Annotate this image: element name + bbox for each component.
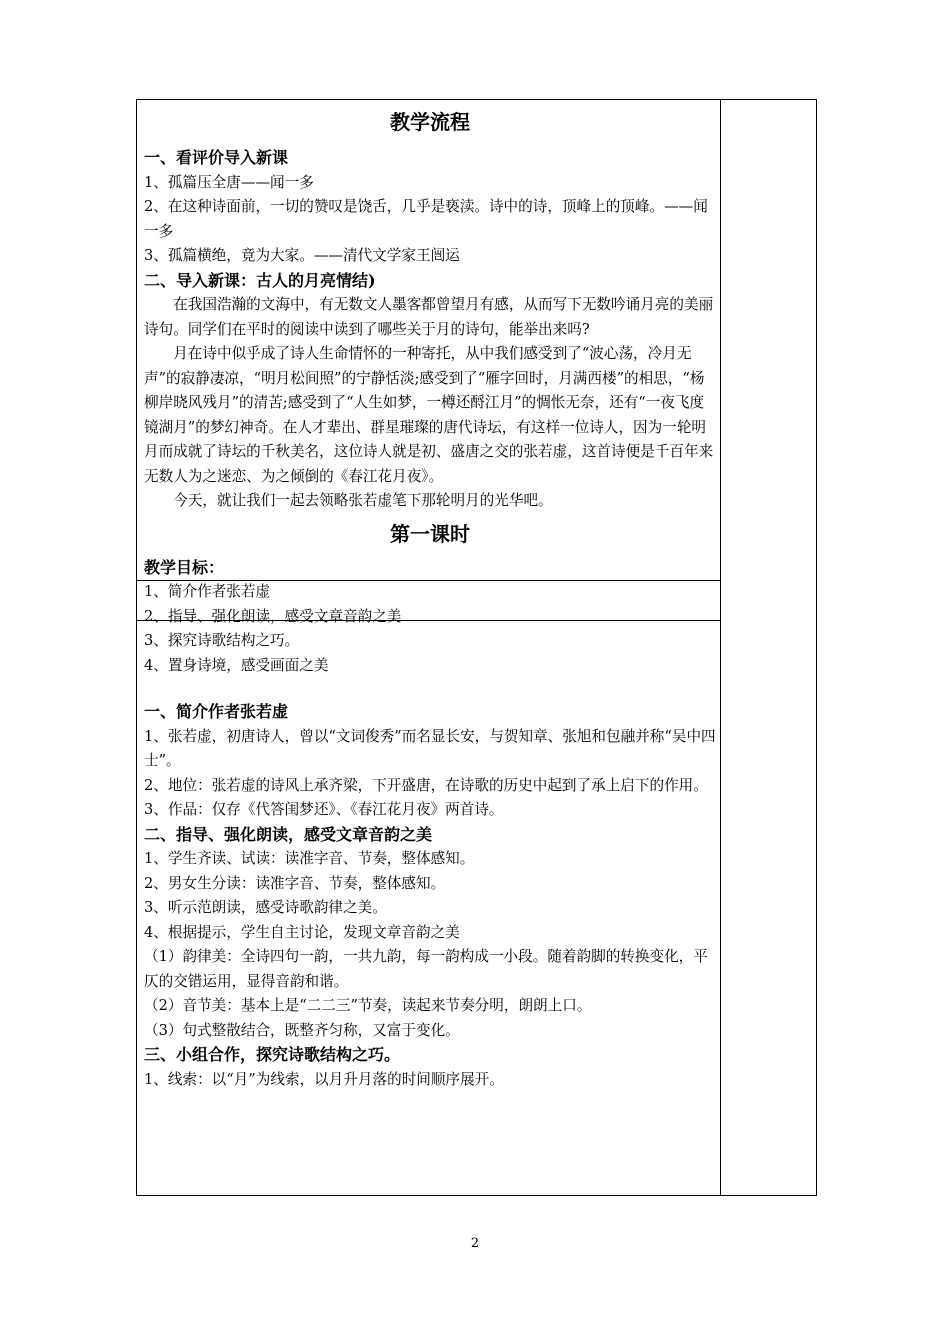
part2-line: 3、听示范朗读，感受诗歌韵律之美。 xyxy=(144,899,387,916)
section1-line: 1、孤篇压全唐——闻一多 xyxy=(144,173,314,191)
section2-paragraph: 在我国浩瀚的文海中，有无数文人墨客都曾望月有感，从而写下无数吟诵月亮的美丽诗句。同学们在平时的阅读中读到了哪些关于月的诗句，能举出来吗? xyxy=(144,296,714,338)
main-content xyxy=(144,100,716,1092)
part2-line: 1、学生齐读、试读：读准字音、节奏，整体感知。 xyxy=(144,850,475,867)
section2-paragraph: 月在诗中似乎成了诗人生命情怀的一种寄托，从中我们感受到了“波心荡，冷月无声”的寂静凄凉，“明月松间照”的宁静恬淡;感受到了“雁字回时，月满西楼”的相思，“杨柳岸晓风残月”的清苦;感受到了“人生如梦，一樽还酹江月”的惆怅无奈，还有“一夜飞度镜湖月”的梦幻神奇。在人才辈出、群星璀璨的唐代诗坛，有这样一位诗人，因为一轮明月而成就了诗坛的千秋美名，这位诗人就是初、盛唐之交的张若虚，这首诗便是千百年来无数人为之迷恋、为之倾倒的《春江花月夜》。 xyxy=(144,345,714,485)
section2-paragraph: 今天，就让我们一起去领略张若虚笔下那轮明月的光华吧。 xyxy=(173,492,553,509)
objective-item: 3、探究诗歌结构之巧。 xyxy=(144,632,300,649)
section1-heading: 一、看评价导入新课 xyxy=(144,148,289,167)
part3-line: 1、线索：以“月”为线索，以月升月落的时间顺序展开。 xyxy=(144,1070,504,1088)
column-divider xyxy=(720,100,721,1195)
objective-item: 2、指导、强化朗读，感受文章音韵之美 xyxy=(144,607,402,625)
part2-line: 4、根据提示，学生自主讨论，发现文章音韵之美 xyxy=(144,923,460,941)
section1-line: 3、孤篇横绝，竟为大家。——清代文学家王闿运 xyxy=(144,247,460,264)
part3-heading: 三、小组合作，探究诗歌结构之巧。 xyxy=(144,1045,401,1064)
section1-line: 2、在这种诗面前，一切的赞叹是饶舌，几乎是亵渎。诗中的诗，顶峰上的顶峰。——闻一多 xyxy=(144,198,708,240)
objective-item: 4、置身诗境，感受画面之美 xyxy=(144,656,329,674)
part1-heading: 一、简介作者张若虚 xyxy=(144,702,289,721)
part1-line: 3、作品：仅存《代答闺梦还》、《春江花月夜》两首诗。 xyxy=(144,801,504,818)
page-number: 2 xyxy=(470,1236,480,1251)
objectives-heading: 教学目标： xyxy=(144,557,225,577)
part2-line: 2、男女生分读：读准字音、节奏，整体感知。 xyxy=(144,874,446,892)
part2-line: （2）音节美：基本上是“二二三”节奏，读起来节奏分明，朗朗上口。 xyxy=(144,997,592,1014)
lesson-title: 第一课时 xyxy=(390,521,470,546)
section2-heading: 二、导入新课：古人的月亮情结) xyxy=(144,270,376,290)
part2-heading: 二、指导、强化朗读，感受文章音韵之美 xyxy=(144,824,433,844)
part2-line: （1）韵律美：全诗四句一韵，一共九韵，每一韵构成一小段。随着韵脚的转换变化，平仄的交错运用，显得音韵和谐。 xyxy=(144,948,708,990)
lesson-plan-table xyxy=(136,99,817,1196)
part1-line: 2、地位：张若虚的诗风上承齐梁，下开盛唐，在诗歌的历史中起到了承上启下的作用。 xyxy=(144,776,708,794)
part2-line: （3）句式整散结合，既整齐匀称，又富于变化。 xyxy=(144,1021,460,1039)
part1-line: 1、张若虚，初唐诗人，曾以“文词俊秀”而名显长安，与贺知章、张旭和包融并称“吴中四士”。 xyxy=(144,727,716,769)
objective-item: 1、简介作者张若虚 xyxy=(144,583,271,600)
page-title: 教学流程 xyxy=(390,110,470,134)
